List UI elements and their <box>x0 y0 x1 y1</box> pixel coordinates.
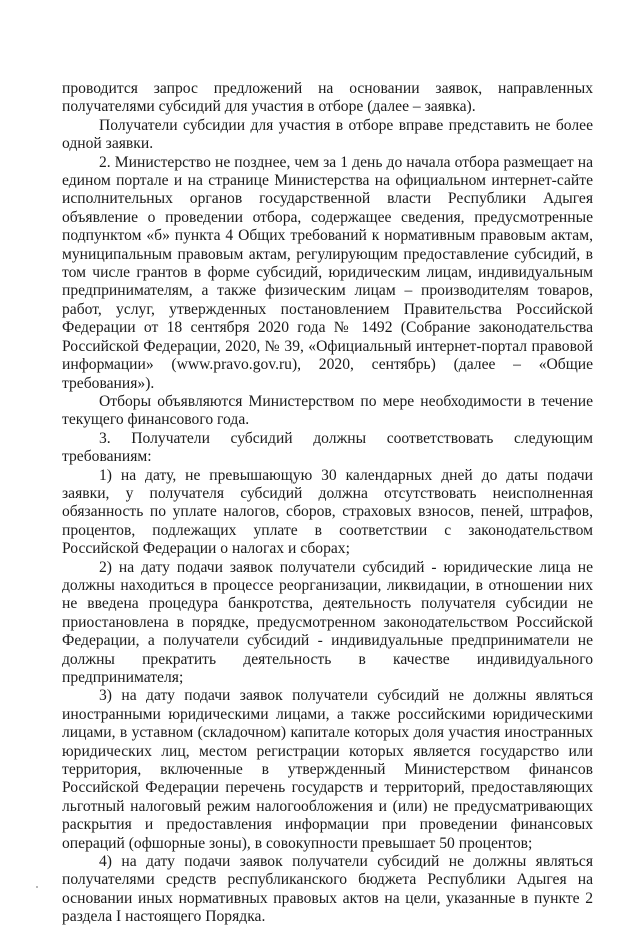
paragraph-requirement-3: 3) на дату подачи заявок получатели субсидий не должны являться иностранными юридическими лицами, а также российскими юридическими лицами, в уставном (складочном) капитале которых доля участия иностранных юридических лиц, местом регистрации которых является государство или территория, включенные в утвержденный Министерством финансов Российской Федерации перечень государств и территорий, предоставляющих льготный налоговый режим налогообложения и (или) не предусматривающих раскрытия и предоставления информации при проведении финансовых операций (офшорные зоны), в совокупности превышает 50 процентов; <box>62 687 593 852</box>
paragraph-selection-frequency: Отборы объявляются Министерством по мере необходимости в течение текущего финансового года. <box>62 392 593 429</box>
paragraph-continuation: проводится запрос предложений на основании заявок, направленных получателями субсидий для участия в отборе (далее – заявка). <box>62 80 593 116</box>
paragraph-requirement-4: 4) на дату подачи заявок получатели субсидий не должны являться получателями средств республиканского бюджета Республики Адыгея на основании иных нормативных правовых актов на цели, указанные в пункте 2 раздела I настоящего Порядка. <box>62 853 593 926</box>
paragraph-item-2-announcement: 2. Министерство не позднее, чем за 1 день до начала отбора размещает на едином портале и на странице Министерства на официальном интернет-сайте исполнительных органов государственной власти Республики Адыгея объявление о проведении отбора, содержащее сведения, предусмотренные подпунктом «б» пункта 4 Общих требований к нормативным правовым актам, муниципальным правовым актам, регулирующим предоставление субсидий, в том числе грантов в форме субсидий, юридическим лицам, индивидуальным предпринимателям, а также физическим лицам – производителям товаров, работ, услуг, утвержденных постановлением Правительства Российской Федерации от 18 сентября 2020 года № 1492 (Собрание законодательства Российской Федерации, 2020, № 39, «Официальный интернет-портал правовой информации» (www.pravo.gov.ru), 2020, сентябрь) (далее – «Общие требования»). <box>62 153 593 392</box>
paragraph-requirement-2: 2) на дату подачи заявок получатели субсидий - юридические лица не должны находиться в процессе реорганизации, ликвидации, в отношении них не введена процедура банкротства, деятельность получателя субсидии не приостановлена в порядке, предусмотренном законодательством Российской Федерации, а получатели субсидий - индивидуальные предприниматели не должны прекратить деятельность в качестве индивидуального предпринимателя; <box>62 558 593 686</box>
paragraph-single-application: Получатели субсидии для участия в отборе вправе представить не более одной заявки. <box>62 116 593 153</box>
paragraph-item-3-requirements: 3. Получатели субсидий должны соответствовать следующим требованиям: <box>62 429 593 466</box>
scan-speck <box>36 886 38 888</box>
paragraph-requirement-1: 1) на дату, не превышающую 30 календарных дней до даты подачи заявки, у получателя субсидий должна отсутствовать неисполненная обязанность по уплате налогов, сборов, страховых взносов, пеней, штрафов, процентов, подлежащих уплате в соответствии с законодательством Российской Федерации о налогах и сборах; <box>62 466 593 558</box>
document-body <box>62 80 593 927</box>
